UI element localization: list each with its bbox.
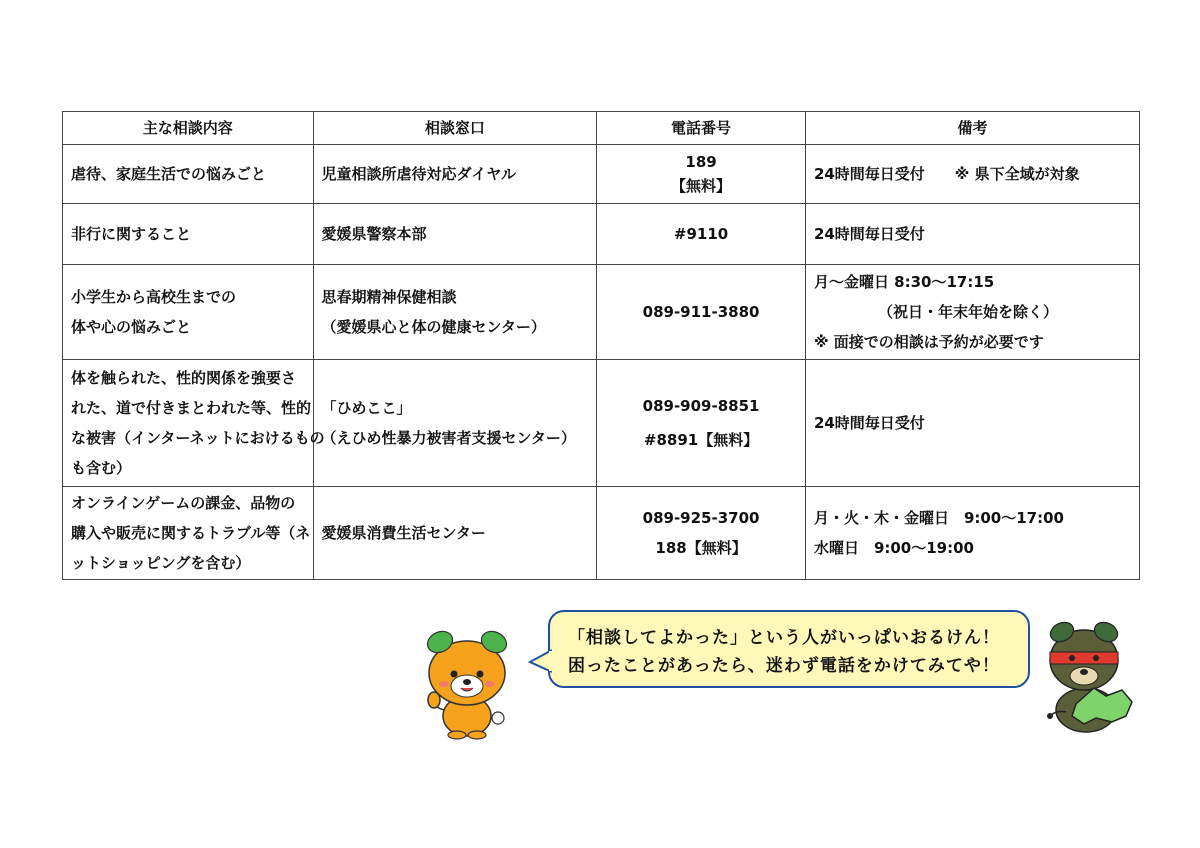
office-line: 思春期精神保健相談 <box>321 288 457 306</box>
notes-line: 水曜日 9:00～19:00 <box>813 539 974 557</box>
content-cell <box>63 265 314 360</box>
mican-mascot-icon <box>412 618 522 740</box>
phone-number: 189 <box>685 153 717 171</box>
phone-short-number: 188【無料】 <box>655 539 747 557</box>
office-cell <box>313 360 597 487</box>
phone-number: 089-925-3700 <box>642 509 760 527</box>
office-line: （えひめ性暴力被害者支援センター） <box>321 429 576 447</box>
office-cell <box>313 145 597 204</box>
office-line: 愛媛県警察本部 <box>321 225 427 243</box>
speech-bubble <box>548 610 1030 688</box>
notes-line: 月・火・木・金曜日 9:00～17:00 <box>813 509 1064 527</box>
content-line: 購入や販売に関するトラブル等（ネ <box>71 524 311 542</box>
content-line: 虐待、家庭生活での悩みごと <box>71 165 267 183</box>
bubble-line-1: 「相談してよかった」という人がいっぱいおるけん！ <box>568 628 1000 648</box>
notes-cell <box>805 204 1139 265</box>
content-line: 小学生から高校生までの <box>71 288 237 306</box>
phone-free-label: 【無料】 <box>671 177 732 195</box>
notes-line: 24時間毎日受付 ※ 県下全域が対象 <box>813 165 1080 183</box>
notes-cell <box>805 360 1139 487</box>
table-header-row <box>63 112 1140 145</box>
content-line: れた、道で付きまとわれた等、性的 <box>71 399 312 417</box>
phone-number: 089-909-8851 <box>642 397 760 415</box>
office-line: 愛媛県消費生活センター <box>321 524 486 542</box>
content-cell <box>63 487 314 580</box>
table-row <box>63 145 1140 204</box>
header-phone: 電話番号 <box>597 112 806 145</box>
table-row <box>63 204 1140 265</box>
notes-line: （祝日・年末年始を除く） <box>877 303 1058 321</box>
content-cell <box>63 145 314 204</box>
header-notes: 備考 <box>805 112 1139 145</box>
dark-mascot-with-map-icon <box>1036 612 1146 736</box>
content-line: な被害（インターネットにおけるもの <box>71 429 325 447</box>
notes-cell <box>805 265 1139 360</box>
phone-cell <box>597 360 806 487</box>
phone-cell <box>597 145 806 204</box>
office-line: 「ひめここ」 <box>321 399 412 417</box>
phone-number: #9110 <box>673 225 729 243</box>
content-line: オンラインゲームの課金、品物の <box>71 494 296 512</box>
notes-line: 24時間毎日受付 <box>813 414 925 432</box>
office-line: （愛媛県心と体の健康センター） <box>321 318 546 336</box>
phone-number: 089-911-3880 <box>642 303 760 321</box>
phone-short-number: #8891【無料】 <box>643 431 759 449</box>
bubble-line-2: 困ったことがあったら、迷わず電話をかけてみてや！ <box>568 656 1000 676</box>
content-line: 体や心の悩みごと <box>71 318 192 336</box>
header-office: 相談窓口 <box>313 112 597 145</box>
content-line: 非行に関すること <box>71 225 192 243</box>
phone-cell <box>597 204 806 265</box>
content-line: も含む） <box>71 459 132 477</box>
content-cell <box>63 360 325 487</box>
table-row <box>63 487 1140 580</box>
notes-line: 24時間毎日受付 <box>813 225 925 243</box>
content-cell <box>63 204 314 265</box>
notes-cell <box>805 487 1139 580</box>
office-cell <box>313 487 597 580</box>
office-line: 児童相談所虐待対応ダイヤル <box>321 165 517 183</box>
phone-cell <box>597 265 806 360</box>
table-row <box>63 360 1140 487</box>
consultation-table <box>62 111 1140 580</box>
notes-cell <box>805 145 1139 204</box>
table-row <box>63 265 1140 360</box>
content-line: 体を触られた、性的関係を強要さ <box>71 369 297 387</box>
speech-bubble-tail-icon <box>528 648 552 674</box>
phone-cell <box>597 487 806 580</box>
office-cell <box>313 265 597 360</box>
header-content: 主な相談内容 <box>63 112 314 145</box>
office-cell <box>313 204 597 265</box>
notes-line: 月～金曜日 8:30～17:15 <box>813 273 995 291</box>
notes-line: ※ 面接での相談は予約が必要です <box>813 333 1044 351</box>
content-line: ットショッピングを含む） <box>71 554 251 572</box>
